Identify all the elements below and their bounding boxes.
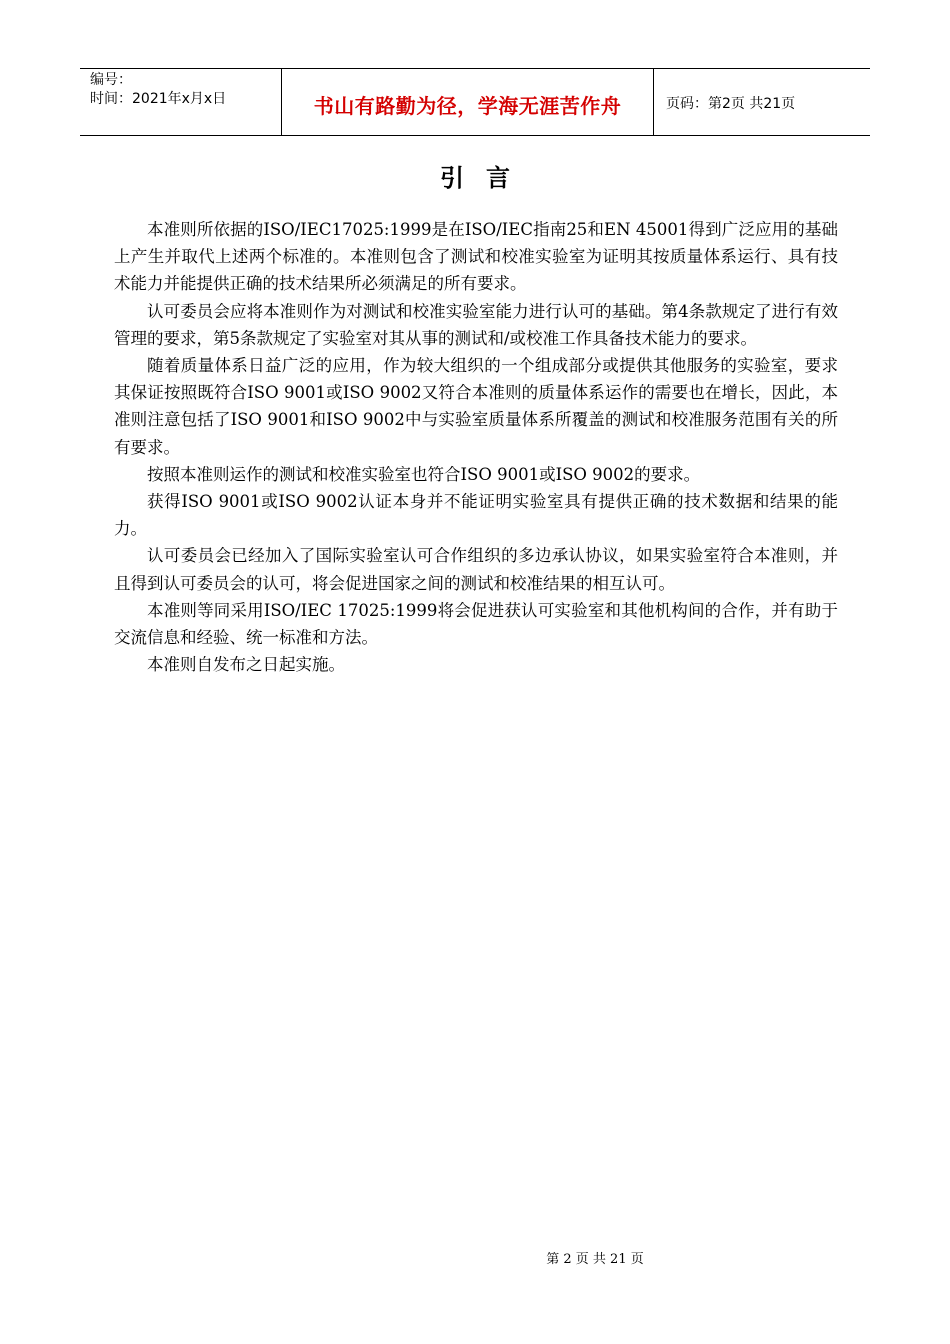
paragraph: 本准则所依据的ISO/IEC17025:1999是在ISO/IEC指南25和EN 45001得到广泛应用的基础上产生并取代上述两个标准的。本准则包含了测试和校准实验室为证明其按质量体系运行、具有技术能力并能提供正确的技术结果所必须满足的所有要求。	[114, 220, 838, 294]
page-header	[80, 68, 870, 136]
page-footer: 第 2 页 共 21 页	[546, 1252, 644, 1267]
document-body	[114, 216, 838, 678]
header-meta	[80, 69, 282, 135]
paragraph: 认可委员会已经加入了国际实验室认可合作组织的多边承认协议，如果实验室符合本准则，并且得到认可委员会的认可，将会促进国家之间的测试和校准结果的相互认可。	[114, 546, 838, 593]
paragraph: 本准则自发布之日起实施。	[147, 655, 345, 675]
paragraph: 获得ISO 9001或ISO 9002认证本身并不能证明实验室具有提供正确的技术数据和结果的能力。	[114, 492, 838, 539]
paragraph: 认可委员会应将本准则作为对测试和校准实验室能力进行认可的基础。第4条款规定了进行有效管理的要求，第5条款规定了实验室对其从事的测试和/或校准工作具备技术能力的要求。	[114, 301, 838, 348]
document-title: 引言	[440, 164, 532, 192]
number-label: 编号：	[90, 72, 132, 88]
header-page-code: 页码：第2页 共21页	[666, 96, 796, 112]
paragraph: 本准则等同采用ISO/IEC 17025:1999将会促进获认可实验室和其他机构间的合作，并有助于交流信息和经验、统一标准和方法。	[114, 600, 838, 648]
header-motto: 书山有路勤为径，学海无涯苦作舟	[282, 69, 654, 135]
paragraph: 随着质量体系日益广泛的应用，作为较大组织的一个组成部分或提供其他服务的实验室，要求其保证按照既符合ISO 9001或ISO 9002又符合本准则的质量体系运作的需要也在增长，因此，本准则注意包括了ISO 9001和ISO 9002中与实验室质量体系所覆盖的测试和校准服务范围有关的所有要求。	[114, 356, 838, 457]
time-label: 时间：2021年x月x日	[90, 91, 227, 107]
paragraph: 按照本准则运作的测试和校准实验室也符合ISO 9001或ISO 9002的要求。	[147, 464, 701, 484]
